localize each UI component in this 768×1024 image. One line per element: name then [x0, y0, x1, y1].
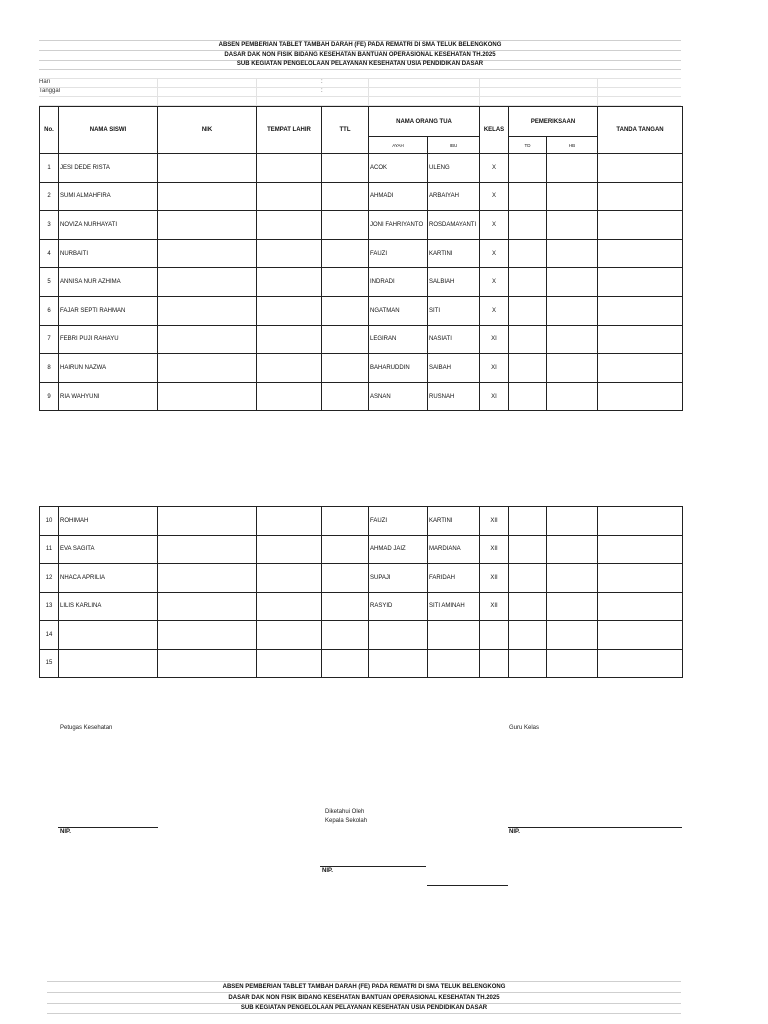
td-cell: [509, 592, 547, 621]
row-number: 6: [40, 296, 59, 325]
class-cell: XI: [480, 354, 509, 383]
col-td: TD: [509, 137, 547, 154]
document-header-page2: [47, 981, 681, 1015]
ttl-cell: [322, 154, 369, 183]
row-number: 8: [40, 354, 59, 383]
father-name: FAUZI: [369, 239, 428, 268]
table-row: [40, 354, 683, 383]
mother-name: SAIBAH: [428, 354, 480, 383]
signature-cell: [598, 182, 683, 211]
table-row: [40, 182, 683, 211]
col-tempat-lahir: TEMPAT LAHIR: [257, 107, 322, 154]
td-cell: [509, 211, 547, 240]
hb-cell: [547, 239, 598, 268]
hb-cell: [547, 592, 598, 621]
father-name: BAHARUDDIN: [369, 354, 428, 383]
mother-name: SITI: [428, 296, 480, 325]
td-cell: [509, 535, 547, 564]
petugas-label: Petugas Kesehatan: [60, 725, 113, 731]
mother-name: ULENG: [428, 154, 480, 183]
col-ttl: TTL: [322, 107, 369, 154]
ttl-cell: [322, 535, 369, 564]
row-number: 13: [40, 592, 59, 621]
class-cell: [480, 649, 509, 678]
header-subactivity: SUB KEGIATAN PENGELOLAAN PELAYANAN KESEHATAN USIA PENDIDIKAN DASAR: [240, 1005, 488, 1011]
nik-cell: [158, 382, 257, 411]
td-cell: [509, 268, 547, 297]
signature-cell: [598, 649, 683, 678]
student-name: ROHIMAH: [59, 507, 158, 536]
mother-name: NASIATI: [428, 325, 480, 354]
father-name: ACOK: [369, 154, 428, 183]
extra-signature-line: [427, 885, 508, 886]
student-name: NOVIZA NURHAYATI: [59, 211, 158, 240]
nik-cell: [158, 239, 257, 268]
mother-name: SITI AMINAH: [428, 592, 480, 621]
mother-name: SALBIAH: [428, 268, 480, 297]
mother-name: FARIDAH: [428, 564, 480, 593]
petugas-nip: NIP.: [60, 829, 71, 835]
table-row: [40, 649, 683, 678]
date-label: Tanggal: [39, 88, 61, 94]
td-cell: [509, 354, 547, 383]
guru-nip: NIP.: [509, 829, 520, 835]
col-tanda-tangan: TANDA TANGAN: [598, 107, 683, 154]
father-name: SUPAJI: [369, 564, 428, 593]
ttl-cell: [322, 268, 369, 297]
class-cell: X: [480, 182, 509, 211]
ttl-cell: [322, 592, 369, 621]
hb-cell: [547, 211, 598, 240]
ttl-cell: [322, 564, 369, 593]
signature-cell: [598, 211, 683, 240]
guru-signature-line: [508, 827, 682, 828]
student-name: ANNISA NUR AZHIMA: [59, 268, 158, 297]
kepala-nip: NIP.: [322, 868, 333, 874]
tempat-lahir-cell: [257, 182, 322, 211]
father-name: AHMAD JAIZ: [369, 535, 428, 564]
guru-label: Guru Kelas: [509, 725, 540, 731]
signature-cell: [598, 592, 683, 621]
hb-cell: [547, 182, 598, 211]
faint-col: [157, 78, 158, 105]
faint-col: [256, 78, 257, 105]
father-name: NGATMAN: [369, 296, 428, 325]
mother-name: KARTINI: [428, 239, 480, 268]
nik-cell: [158, 154, 257, 183]
faint-col: [597, 78, 598, 105]
signature-cell: [598, 535, 683, 564]
signature-cell: [598, 268, 683, 297]
ttl-cell: [322, 354, 369, 383]
student-name: [59, 621, 158, 650]
hb-cell: [547, 564, 598, 593]
class-cell: [480, 621, 509, 650]
nik-cell: [158, 592, 257, 621]
tempat-lahir-cell: [257, 154, 322, 183]
table-row: [40, 382, 683, 411]
tempat-lahir-cell: [257, 535, 322, 564]
col-ayah: AYAH: [369, 137, 428, 154]
nik-cell: [158, 268, 257, 297]
ttl-cell: [322, 239, 369, 268]
ttl-cell: [322, 296, 369, 325]
date-row: [39, 88, 681, 96]
student-name: SUMI ALMAHFIRA: [59, 182, 158, 211]
td-cell: [509, 296, 547, 325]
tempat-lahir-cell: [257, 507, 322, 536]
header-title: ABSEN PEMBERIAN TABLET TAMBAH DARAH (FE) PADA REMATRI DI SMA TELUK BELENGKONG: [222, 984, 506, 990]
col-nik: NIK: [158, 107, 257, 154]
class-cell: XI: [480, 325, 509, 354]
day-label: Hari: [39, 79, 51, 85]
td-cell: [509, 382, 547, 411]
hb-cell: [547, 535, 598, 564]
faint-col: [368, 78, 369, 105]
date-colon: :: [321, 88, 323, 94]
table-row: [40, 239, 683, 268]
tempat-lahir-cell: [257, 268, 322, 297]
row-number: 12: [40, 564, 59, 593]
mother-name: KARTINI: [428, 507, 480, 536]
faint-rule: [39, 78, 681, 79]
table-row: [40, 154, 683, 183]
student-name: [59, 649, 158, 678]
tempat-lahir-cell: [257, 649, 322, 678]
td-cell: [509, 649, 547, 678]
ttl-cell: [322, 211, 369, 240]
kepala-sekolah-label: Kepala Sekolah: [325, 818, 368, 824]
nik-cell: [158, 649, 257, 678]
row-number: 9: [40, 382, 59, 411]
ttl-cell: [322, 507, 369, 536]
signature-cell: [598, 382, 683, 411]
signature-cell: [598, 354, 683, 383]
nik-cell: [158, 325, 257, 354]
class-cell: X: [480, 211, 509, 240]
father-name: [369, 649, 428, 678]
nik-cell: [158, 296, 257, 325]
table-row: [40, 211, 683, 240]
row-number: 7: [40, 325, 59, 354]
father-name: AHMADI: [369, 182, 428, 211]
ttl-cell: [322, 382, 369, 411]
table-row: [40, 325, 683, 354]
nik-cell: [158, 621, 257, 650]
nik-cell: [158, 182, 257, 211]
class-cell: XII: [480, 564, 509, 593]
faint-rule: [39, 96, 681, 97]
father-name: LEGIRAN: [369, 325, 428, 354]
row-number: 5: [40, 268, 59, 297]
row-number: 4: [40, 239, 59, 268]
tempat-lahir-cell: [257, 211, 322, 240]
class-cell: XII: [480, 507, 509, 536]
student-name: JESI DEDE RISTA: [59, 154, 158, 183]
nik-cell: [158, 507, 257, 536]
signature-cell: [598, 325, 683, 354]
row-number: 10: [40, 507, 59, 536]
tempat-lahir-cell: [257, 239, 322, 268]
student-name: HAIRUN NAZWA: [59, 354, 158, 383]
col-no: No.: [40, 107, 59, 154]
mother-name: ROSDAMAYANTI: [428, 211, 480, 240]
diketahui-label: Diketahui Oleh: [325, 809, 365, 815]
tempat-lahir-cell: [257, 564, 322, 593]
tempat-lahir-cell: [257, 296, 322, 325]
student-name: RIA WAHYUNI: [59, 382, 158, 411]
ttl-cell: [322, 649, 369, 678]
class-cell: XI: [480, 382, 509, 411]
tempat-lahir-cell: [257, 621, 322, 650]
ttl-cell: [322, 182, 369, 211]
nik-cell: [158, 535, 257, 564]
row-number: 15: [40, 649, 59, 678]
hb-cell: [547, 382, 598, 411]
day-row: [39, 79, 681, 87]
father-name: INDRADI: [369, 268, 428, 297]
col-nama-orang-tua: NAMA ORANG TUA: [369, 107, 480, 137]
tempat-lahir-cell: [257, 382, 322, 411]
father-name: JONI FAHRIYANTO: [369, 211, 428, 240]
hb-cell: [547, 507, 598, 536]
table-row: [40, 564, 683, 593]
class-cell: X: [480, 296, 509, 325]
nik-cell: [158, 564, 257, 593]
td-cell: [509, 564, 547, 593]
header-subtitle: DASAR DAK NON FISIK BIDANG KESEHATAN BANTUAN OPERASIONAL KESEHATAN TH.2025: [228, 995, 500, 1001]
table-row: [40, 535, 683, 564]
row-number: 11: [40, 535, 59, 564]
mother-name: MARDIANA: [428, 535, 480, 564]
father-name: FAUZI: [369, 507, 428, 536]
tempat-lahir-cell: [257, 592, 322, 621]
student-name: FAJAR SEPTI RAHMAN: [59, 296, 158, 325]
td-cell: [509, 621, 547, 650]
ttl-cell: [322, 621, 369, 650]
signature-cell: [598, 239, 683, 268]
student-name: FEBRI PUJI RAHAYU: [59, 325, 158, 354]
day-colon: :: [321, 79, 323, 85]
class-cell: X: [480, 268, 509, 297]
col-hb: HB: [547, 137, 598, 154]
petugas-signature-line: [58, 827, 158, 828]
header-title: ABSEN PEMBERIAN TABLET TAMBAH DARAH (FE) PADA REMATRI DI SMA TELUK BELENGKONG: [218, 42, 502, 48]
signature-cell: [598, 621, 683, 650]
hb-cell: [547, 325, 598, 354]
class-cell: X: [480, 239, 509, 268]
father-name: RASYID: [369, 592, 428, 621]
td-cell: [509, 507, 547, 536]
class-cell: XII: [480, 592, 509, 621]
mother-name: [428, 621, 480, 650]
father-name: ASNAN: [369, 382, 428, 411]
nik-cell: [158, 354, 257, 383]
col-pemeriksaan: PEMERIKSAAN: [509, 107, 598, 137]
col-kelas: KELAS: [480, 107, 509, 154]
mother-name: [428, 649, 480, 678]
tempat-lahir-cell: [257, 325, 322, 354]
col-ibu: IBU: [428, 137, 480, 154]
faint-rule: [39, 87, 681, 88]
student-name: NHACA APRILIA: [59, 564, 158, 593]
hb-cell: [547, 268, 598, 297]
class-cell: X: [480, 154, 509, 183]
student-name: NURBAITI: [59, 239, 158, 268]
faint-col: [479, 78, 480, 105]
father-name: [369, 621, 428, 650]
td-cell: [509, 239, 547, 268]
signature-cell: [598, 507, 683, 536]
mother-name: ARBAIYAH: [428, 182, 480, 211]
row-number: 1: [40, 154, 59, 183]
table-row: [40, 268, 683, 297]
header-subtitle: DASAR DAK NON FISIK BIDANG KESEHATAN BANTUAN OPERASIONAL KESEHATAN TH.2025: [224, 52, 496, 58]
row-number: 3: [40, 211, 59, 240]
table-row: [40, 507, 683, 536]
col-nama-siswi: NAMA SISWI: [59, 107, 158, 154]
td-cell: [509, 154, 547, 183]
table-row: [40, 296, 683, 325]
row-number: 2: [40, 182, 59, 211]
student-name: EVA SAGITA: [59, 535, 158, 564]
ttl-cell: [322, 325, 369, 354]
student-name: LILIS KARLINA: [59, 592, 158, 621]
signature-cell: [598, 154, 683, 183]
attendance-table-page2: [39, 506, 683, 678]
kepala-signature-line: [320, 866, 426, 867]
signature-cell: [598, 564, 683, 593]
class-cell: XII: [480, 535, 509, 564]
hb-cell: [547, 649, 598, 678]
document-header: [39, 40, 681, 70]
tempat-lahir-cell: [257, 354, 322, 383]
signature-cell: [598, 296, 683, 325]
td-cell: [509, 182, 547, 211]
nik-cell: [158, 211, 257, 240]
hb-cell: [547, 354, 598, 383]
td-cell: [509, 325, 547, 354]
row-number: 14: [40, 621, 59, 650]
hb-cell: [547, 154, 598, 183]
mother-name: RUSNAH: [428, 382, 480, 411]
table-row: [40, 592, 683, 621]
header-subactivity: SUB KEGIATAN PENGELOLAAN PELAYANAN KESEHATAN USIA PENDIDIKAN DASAR: [236, 61, 484, 67]
table-row: [40, 621, 683, 650]
hb-cell: [547, 296, 598, 325]
hb-cell: [547, 621, 598, 650]
attendance-table-page1: [39, 106, 683, 411]
